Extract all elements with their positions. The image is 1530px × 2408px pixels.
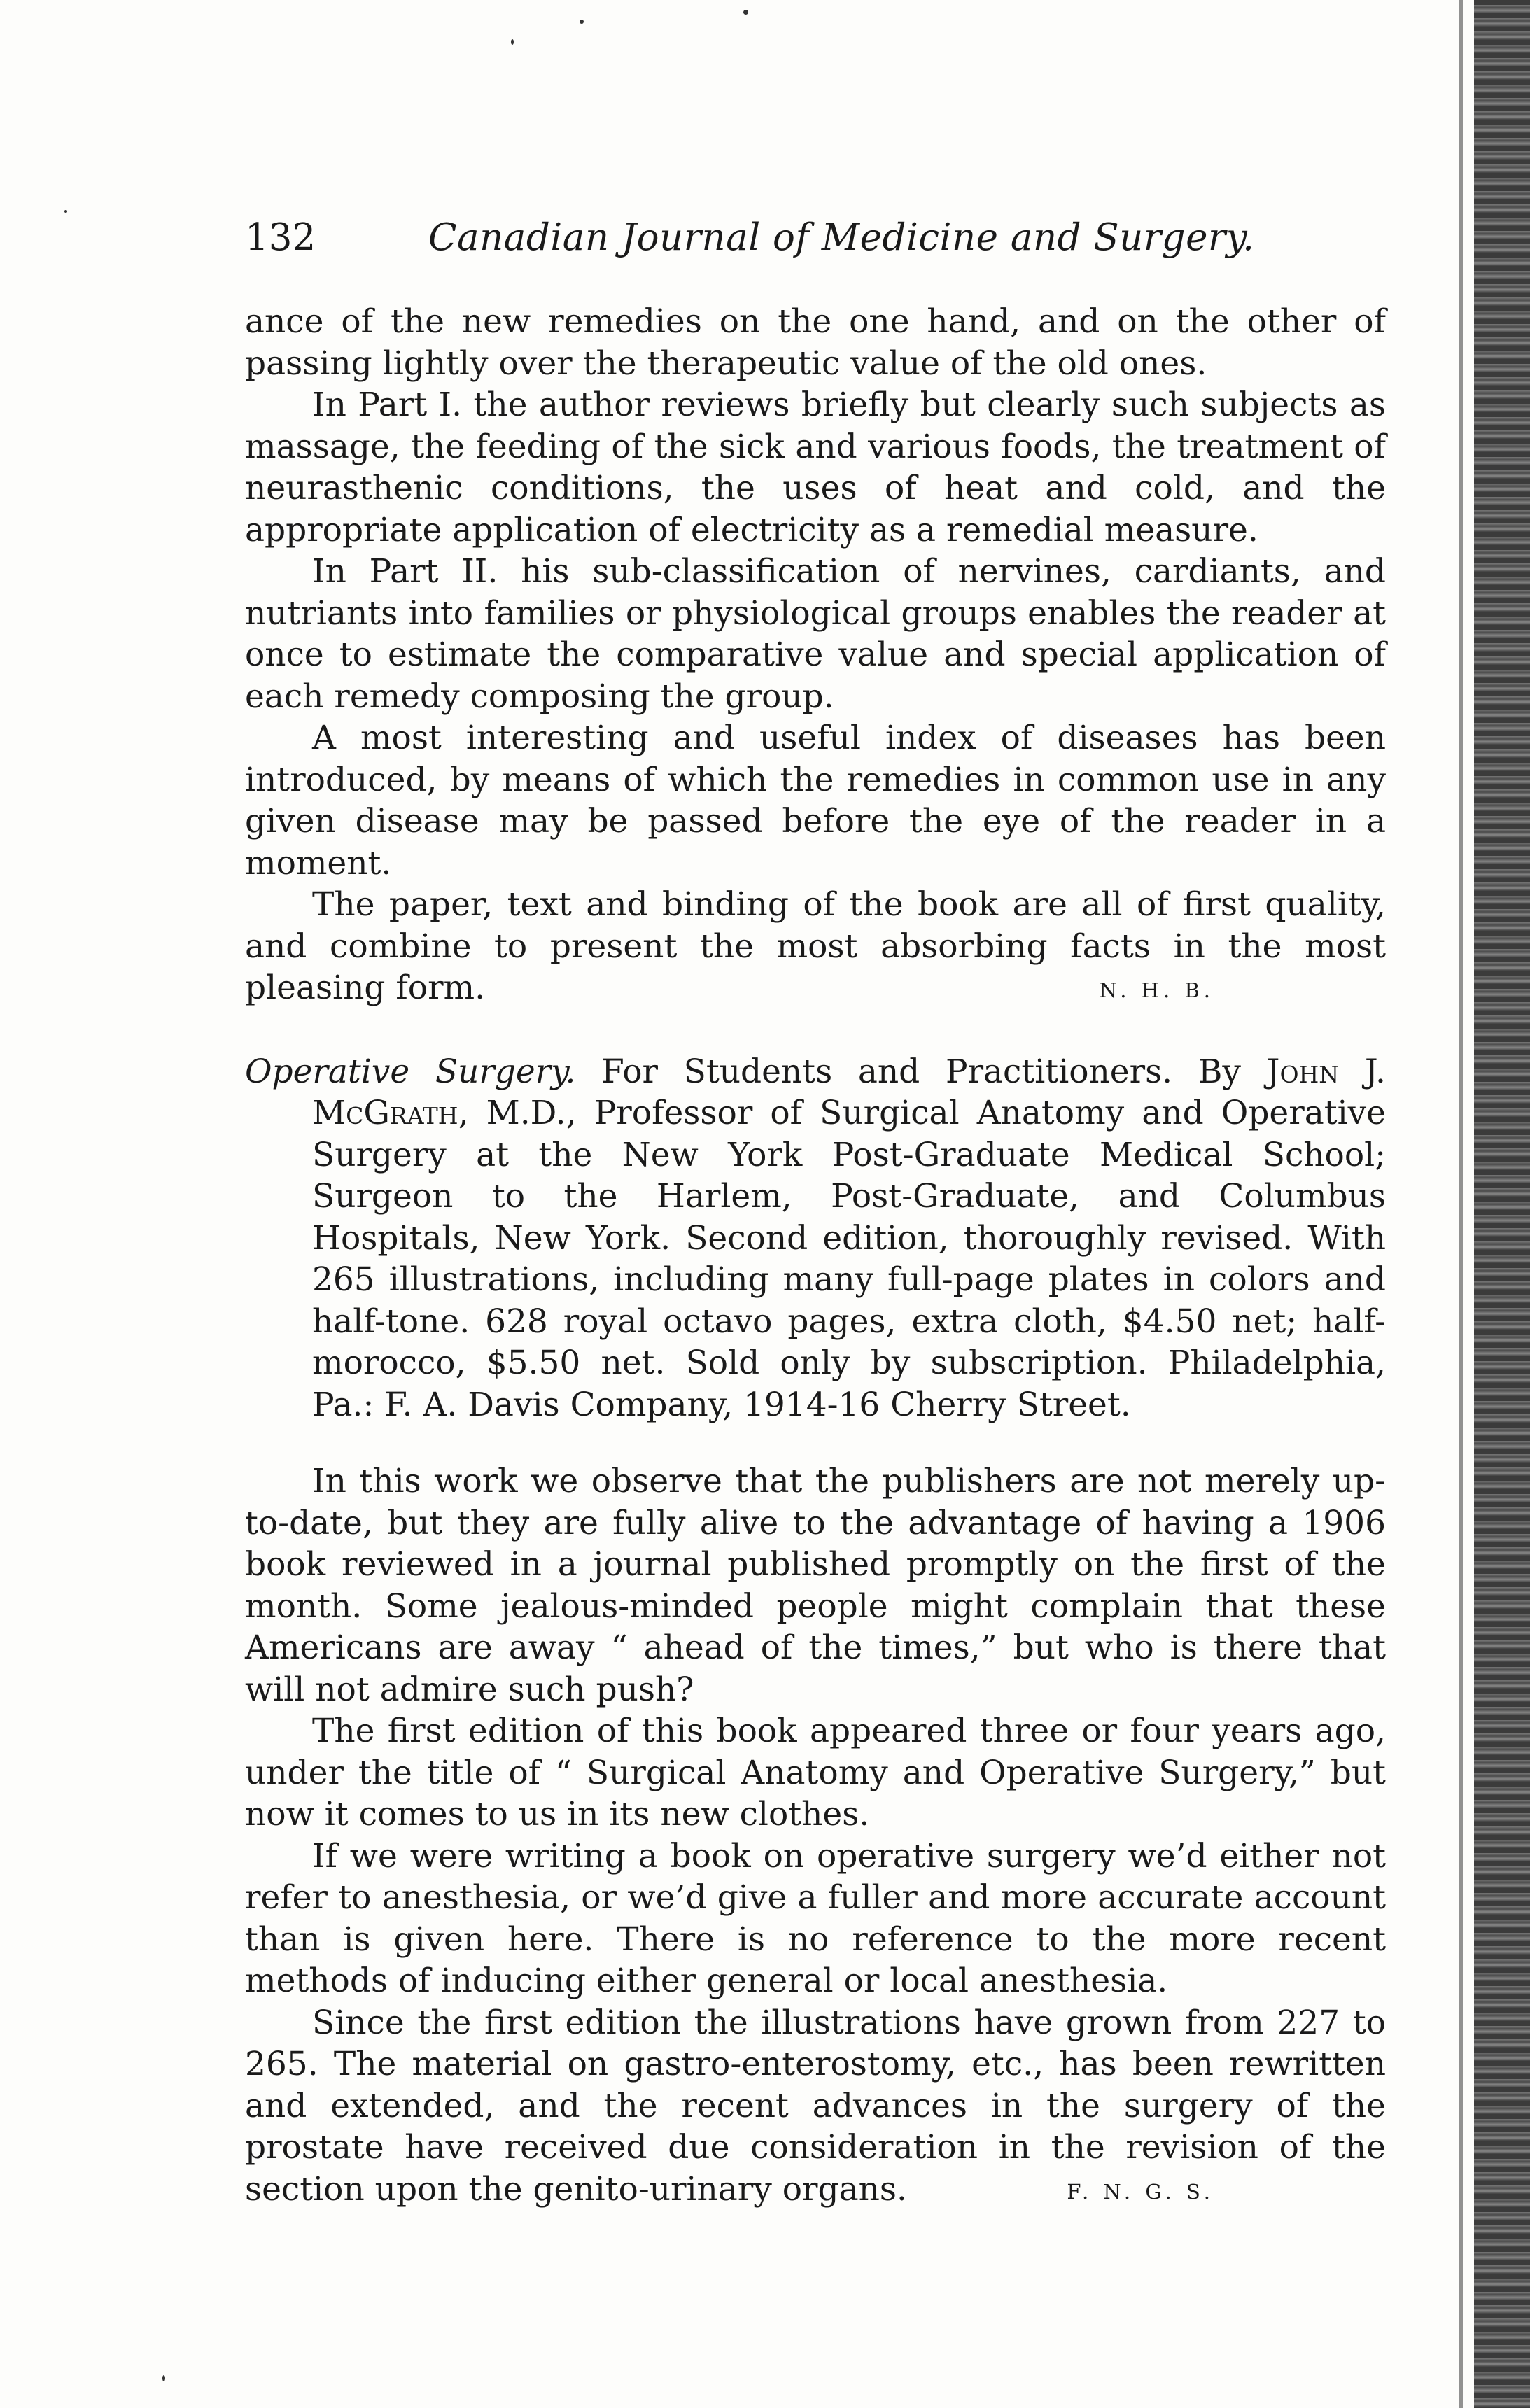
scan-speck <box>511 39 514 45</box>
book-title: Operative Surgery. <box>245 1052 576 1091</box>
running-head: Canadian Journal of Medicine and Surgery. <box>428 216 1255 259</box>
paragraph: In this work we observe that the publishers are not merely up-to-date, but they are fully alive to the advantage of having a 1906 book reviewed in a journal published promptly on the first of the month. Some jealous-minded people might complain that these Americans are away “ ahead of the times,” but who is there that will not admire such push? <box>245 1462 1386 1709</box>
page-header <box>245 210 1400 266</box>
paragraph: ance of the new remedies on the one hand, and on the other of passing lightly over the therapeutic value of the old ones. <box>245 302 1386 383</box>
scan-speck <box>580 20 584 24</box>
paragraph-last <box>245 2002 1386 2211</box>
book-author: John J. McGrath, M.D., <box>312 1052 1386 1132</box>
citation-lead: For Students and Practitioners. By <box>601 1052 1241 1091</box>
paragraph-text: The paper, text and binding of the book are all of first quality, and combine to present the most absorbing facts in the most pleasing form. <box>245 885 1386 1007</box>
binding-shadow-line <box>1459 0 1463 2408</box>
section-gap <box>245 1425 1386 1460</box>
page-number: 132 <box>245 216 316 259</box>
book-citation <box>245 1051 1386 1426</box>
paragraph-text: Since the first edition the illustrations have grown from 227 to 265. The material on gastro-enterostomy, etc., has been rewritten and extended, and the recent advances in the surgery of the prostate have received due consideration in the revision of the section upon the genito-urinary organs. <box>245 2003 1386 2209</box>
paragraph-last <box>245 884 1386 1009</box>
scan-speck <box>64 210 67 213</box>
reviewer-initials: N. H. B. <box>1099 978 1214 1002</box>
review-one <box>245 301 1386 1009</box>
paragraph: The first edition of this book appeared three or four years ago, under the title of “ Surgical Anatomy and Operative Surgery,” but now it comes to us in its new clothes. <box>245 1712 1386 1833</box>
paragraph: A most interesting and useful index of diseases has been introduced, by means of which the remedies in common use in any given disease may be passed before the eye of the reader in a moment. <box>245 719 1386 882</box>
paragraph: In Part I. the author reviews briefly but clearly such subjects as massage, the feeding of the sick and various foods, the treatment of neurasthenic conditions, the uses of heat and cold, and the appropriate application of electricity as a remedial measure. <box>245 386 1386 549</box>
reviewer-initials: F. N. G. S. <box>1067 2179 1214 2204</box>
text-column <box>245 301 1386 2213</box>
review-two <box>245 1051 1386 2211</box>
paragraph: If we were writing a book on operative surgery we’d either not refer to anesthesia, or we’d give a fuller and more accurate account than is given here. There is no reference to the more recent methods of inducing either general or local anesthesia. <box>245 1836 1386 2000</box>
binding-edge <box>1474 0 1530 2408</box>
scan-speck <box>162 2375 165 2381</box>
citation-details: Professor of Surgical Anatomy and Operative Surgery at the New York Post-Graduate Medical School; Surgeon to the Harlem, Post-Graduate, and Columbus Hospitals, New York. Second edition, thoroughly revised. With 265 illustrations, including many full-page plates in colors and half-tone. 628 royal octavo pages, extra cloth, $4.50 net; half-morocco, $5.50 net. Sold only by subscription. Philadelphia, Pa.: F. A. Davis Company, 1914-16 Cherry Street. <box>312 1094 1386 1424</box>
section-gap <box>245 1009 1386 1051</box>
scan-speck <box>743 10 748 15</box>
paragraph: In Part II. his sub-classification of nervines, cardiants, and nutriants into families or physiological groups enables the reader at once to estimate the comparative value and special application of each remedy composing the group. <box>245 552 1386 716</box>
